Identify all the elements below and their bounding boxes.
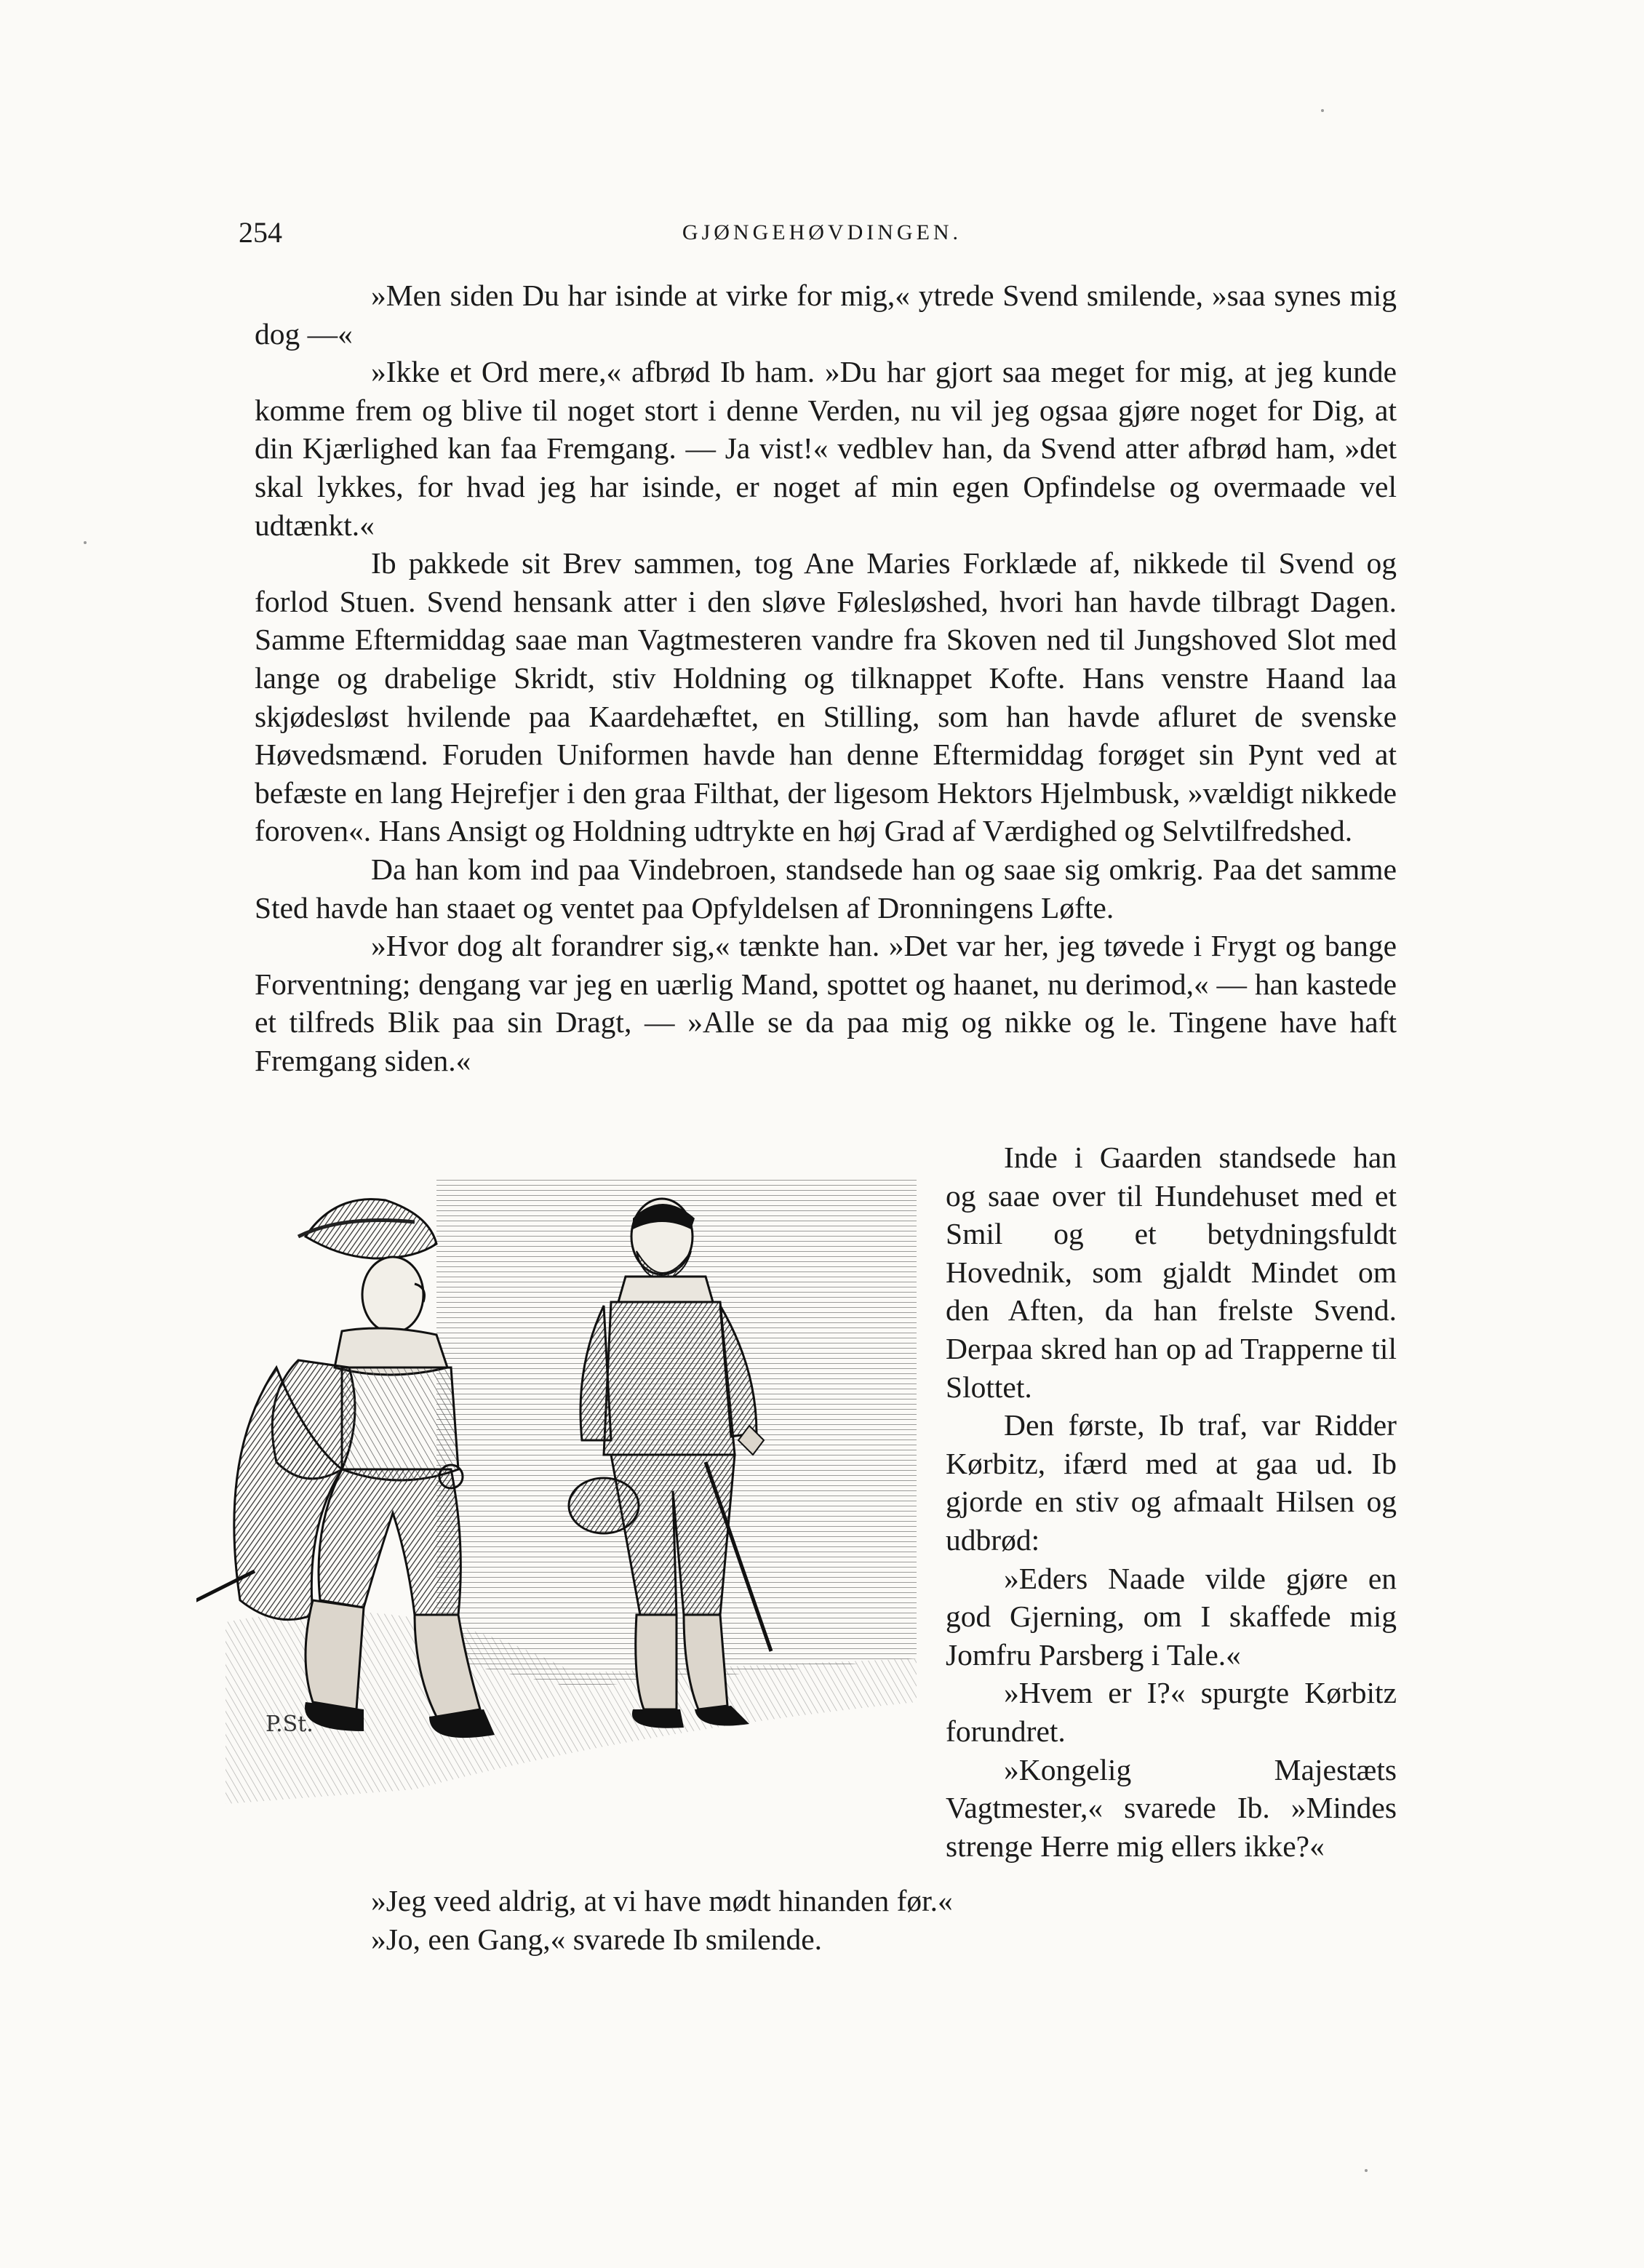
paragraph: »Ikke et Ord mere,« afbrød Ib ham. »Du har gjort saa meget for mig, at jeg kunde komme frem og blive til noget stort i denne Verden, nu vil jeg ogsaa gjøre noget for Dig, at din Kjærlighed kan faa Fremgang. — Ja vist!« vedblev han, da Svend atter afbrød ham, »det skal lykkes, for hvad jeg har isinde, er noget af min egen Opfindelse og overmaade vel udtænkt.« xyxy=(255,355,1397,542)
side-text xyxy=(946,1138,1397,1865)
page-number: 254 xyxy=(239,216,282,249)
paper-speck xyxy=(1365,2169,1368,2172)
engraver-signature: P.St. xyxy=(266,1712,314,1737)
paragraph: Inde i Gaarden standsede han og saae over til Hundehuset med et Smil og et betydningsfuldt Hovednik, som gjaldt Mindet om den Aften, da han frelste Svend. Derpaa skred han op ad Trapperne til Slottet. xyxy=(946,1141,1397,1404)
paragraph: »Hvor dog alt forandrer sig,« tænkte han. »Det var her, jeg tøvede i Frygt og bange Forventning; dengang var jeg en uærlig Mand, spottet og haanet, nu derimod,« — han kastede et tilfreds Blik paa sin Dragt, — »Alle se da paa mig og nikke og le. Tingene have haft Fremgang siden.« xyxy=(255,929,1397,1077)
running-head: GJØNGEHØVDINGEN. xyxy=(682,220,962,244)
closing-text xyxy=(255,1882,1397,1958)
paragraph: Da han kom ind paa Vindebroen, standsede han og saae sig omkrig. Paa det samme Sted havde han staaet og ventet paa Opfyldelsen af Dronningens Løfte. xyxy=(255,852,1397,925)
paragraph: Ib pakkede sit Brev sammen, tog Ane Maries Forklæde af, nikkede til Svend og forlod Stuen. Svend hensank atter i den sløve Følesløshed, hvori han havde tilbragt Dagen. Samme Eftermiddag saae man Vagtmesteren vandre fra Skoven ned til Jungshoved Slot med lange og drabelige Skridt, stiv Holdning og tilknappet Kofte. Hans venstre Haand laa skjødesløst hvilende paa Kaardehæftet, en Stilling, som han havde afluret de svenske Høvedsmænd. Foruden Uniformen havde han denne Eftermiddag forøget sin Pynt ved at befæste en lang Hejrefjer i den graa Filthat, der ligesom Hektors Hjelmbusk, »vældigt nikkede foroven«. Hans Ansigt og Holdning udtrykte en høj Grad af Værdighed og Selvtilfredshed. xyxy=(255,546,1397,848)
paragraph: »Eders Naade vilde gjøre en god Gjerning, om I skaffede mig Jomfru Parsberg i Tale.« xyxy=(946,1561,1397,1672)
main-text xyxy=(255,276,1397,1079)
paragraph: »Kongelig Majestæts Vagtmester,« svarede Ib. »Mindes strenge Herre mig ellers ikke?« xyxy=(946,1752,1397,1863)
paper-speck xyxy=(1321,109,1324,112)
engraving-illustration xyxy=(196,1149,917,1826)
two-soldiers-engraving xyxy=(196,1149,917,1826)
paragraph: »Men siden Du har isinde at virke for mig,« ytrede Svend smilende, »saa synes mig dog —« xyxy=(255,279,1397,351)
paragraph: »Jo, een Gang,« svarede Ib smilende. xyxy=(371,1922,823,1956)
paragraph: Den første, Ib traf, var Ridder Kørbitz, ifærd med at gaa ud. Ib gjorde en stiv og afmaalt Hilsen og udbrød: xyxy=(946,1408,1397,1557)
paper-speck xyxy=(84,541,87,544)
paragraph: »Jeg veed aldrig, at vi have mødt hinanden før.« xyxy=(371,1884,953,1917)
paragraph: »Hvem er I?« spurgte Kørbitz forundret. xyxy=(946,1676,1397,1748)
